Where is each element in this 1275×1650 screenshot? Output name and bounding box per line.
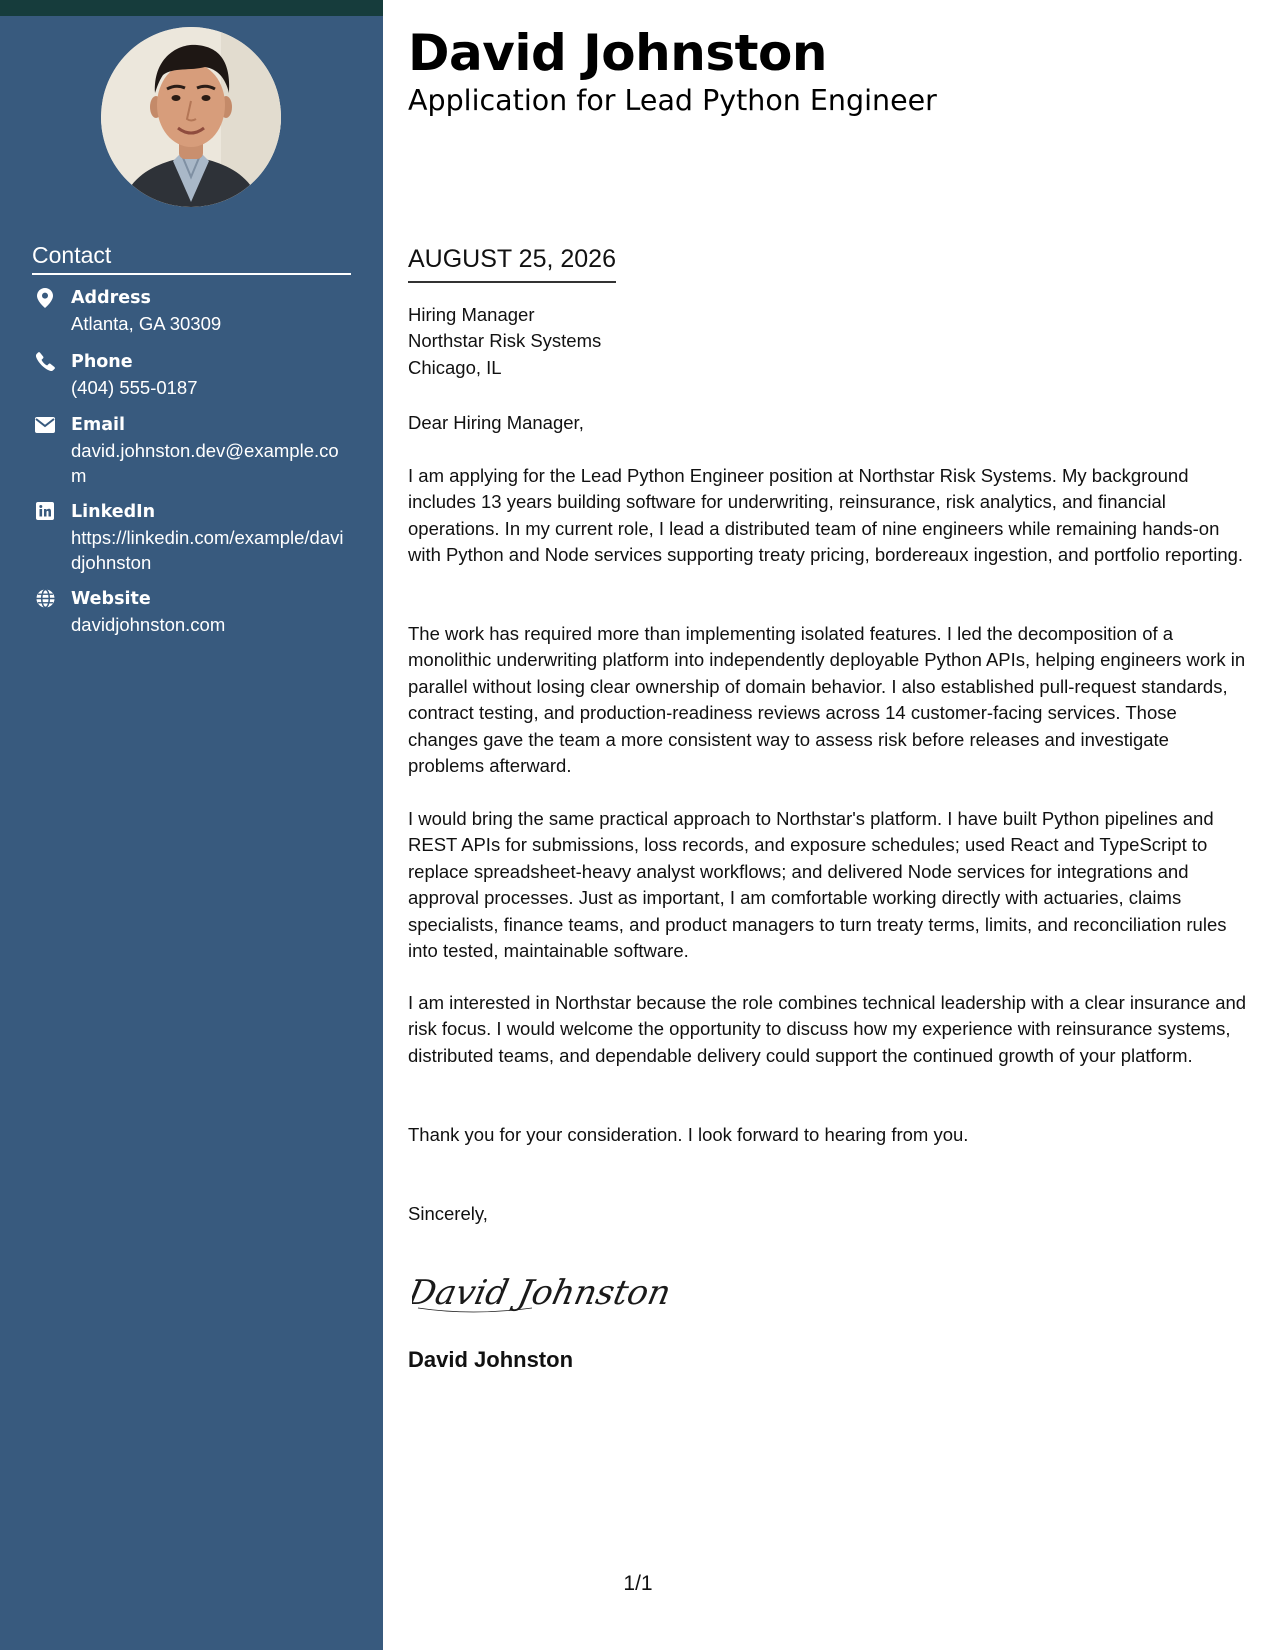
contact-label: Email — [71, 415, 125, 435]
contact-label: Phone — [71, 352, 133, 372]
email-value[interactable]: david.johnston.dev@example.com — [71, 440, 339, 486]
body-paragraph: I am interested in Northstar because the role combines technical leadership with a clear insurance and risk focus. I would welcome the opportunity to discuss how my experience with reinsurance systems, distributed teams, and dependable delivery could support the continued growth of your platform. — [408, 992, 1247, 1066]
contact-label: Address — [71, 288, 151, 308]
salutation: Dear Hiring Manager, — [408, 412, 584, 433]
contact-label: Website — [71, 589, 151, 609]
linkedin-value[interactable]: https://linkedin.com/example/davidjohnston — [71, 527, 344, 573]
profile-photo — [101, 27, 281, 207]
signature-text: David Johnston — [412, 1273, 672, 1313]
applicant-name: David Johnston — [408, 24, 827, 82]
map-pin-icon — [32, 288, 58, 310]
sidebar-top-bar — [0, 0, 383, 16]
body-paragraph: The work has required more than implementing isolated features. I led the decomposition of a monolithic underwriting platform into independently deployable Python APIs, helping engineers work in parallel without losing clear ownership of domain behavior. I also established pull-request standards, contract testing, and production-readiness reviews across 14 customer-facing services. Those changes gave the team a more consistent way to assess risk before releases and investigate problems afterward. — [408, 623, 1246, 777]
body-paragraph: I would bring the same practical approach to Northstar's platform. I have built Python pipelines and REST APIs for submissions, loss records, and exposure schedules; used React and TypeScript to replace spreadsheet-heavy analyst workflows; and delivered Node services for integrations and approval processes. Just as important, I am comfortable working directly with actuaries, claims specialists, finance teams, and product managers to turn treaty terms, limits, and reconciliation rules into tested, maintainable software. — [408, 808, 1227, 962]
contact-heading: Contact — [32, 240, 351, 275]
recipient-location: Chicago, IL — [408, 356, 502, 378]
recipient-title: Hiring Manager — [408, 304, 535, 325]
letter-date: AUGUST 25, 2026 — [408, 243, 616, 283]
envelope-icon — [32, 415, 58, 437]
phone-value: (404) 555-0187 — [71, 377, 198, 398]
application-title: Application for Lead Python Engineer — [408, 84, 937, 117]
website-value[interactable]: davidjohnston.com — [71, 614, 226, 635]
address-value: Atlanta, GA 30309 — [71, 313, 222, 334]
body-paragraph: I am applying for the Lead Python Engineer position at Northstar Risk Systems. My background includes 13 years building software for underwriting, reinsurance, risk analytics, and financial operations. In my current role, I lead a distributed team of nine engineers while remaining hands-on with Python and Node services supporting treaty pricing, bordereaux ingestion, and portfolio reporting. — [408, 465, 1244, 566]
linkedin-icon — [32, 502, 58, 524]
closing: Sincerely, — [408, 1203, 488, 1224]
signature-image — [412, 1258, 672, 1324]
globe-icon — [32, 589, 58, 611]
sidebar — [0, 0, 383, 1650]
phone-icon — [32, 352, 58, 374]
contact-label: LinkedIn — [71, 502, 156, 522]
body-paragraph: Thank you for your consideration. I look forward to hearing from you. — [408, 1124, 969, 1145]
signer-name: David Johnston — [408, 1347, 574, 1372]
recipient-company: Northstar Risk Systems — [408, 330, 602, 352]
recipient-block — [408, 302, 601, 381]
page-number: 1/1 — [623, 1572, 653, 1595]
